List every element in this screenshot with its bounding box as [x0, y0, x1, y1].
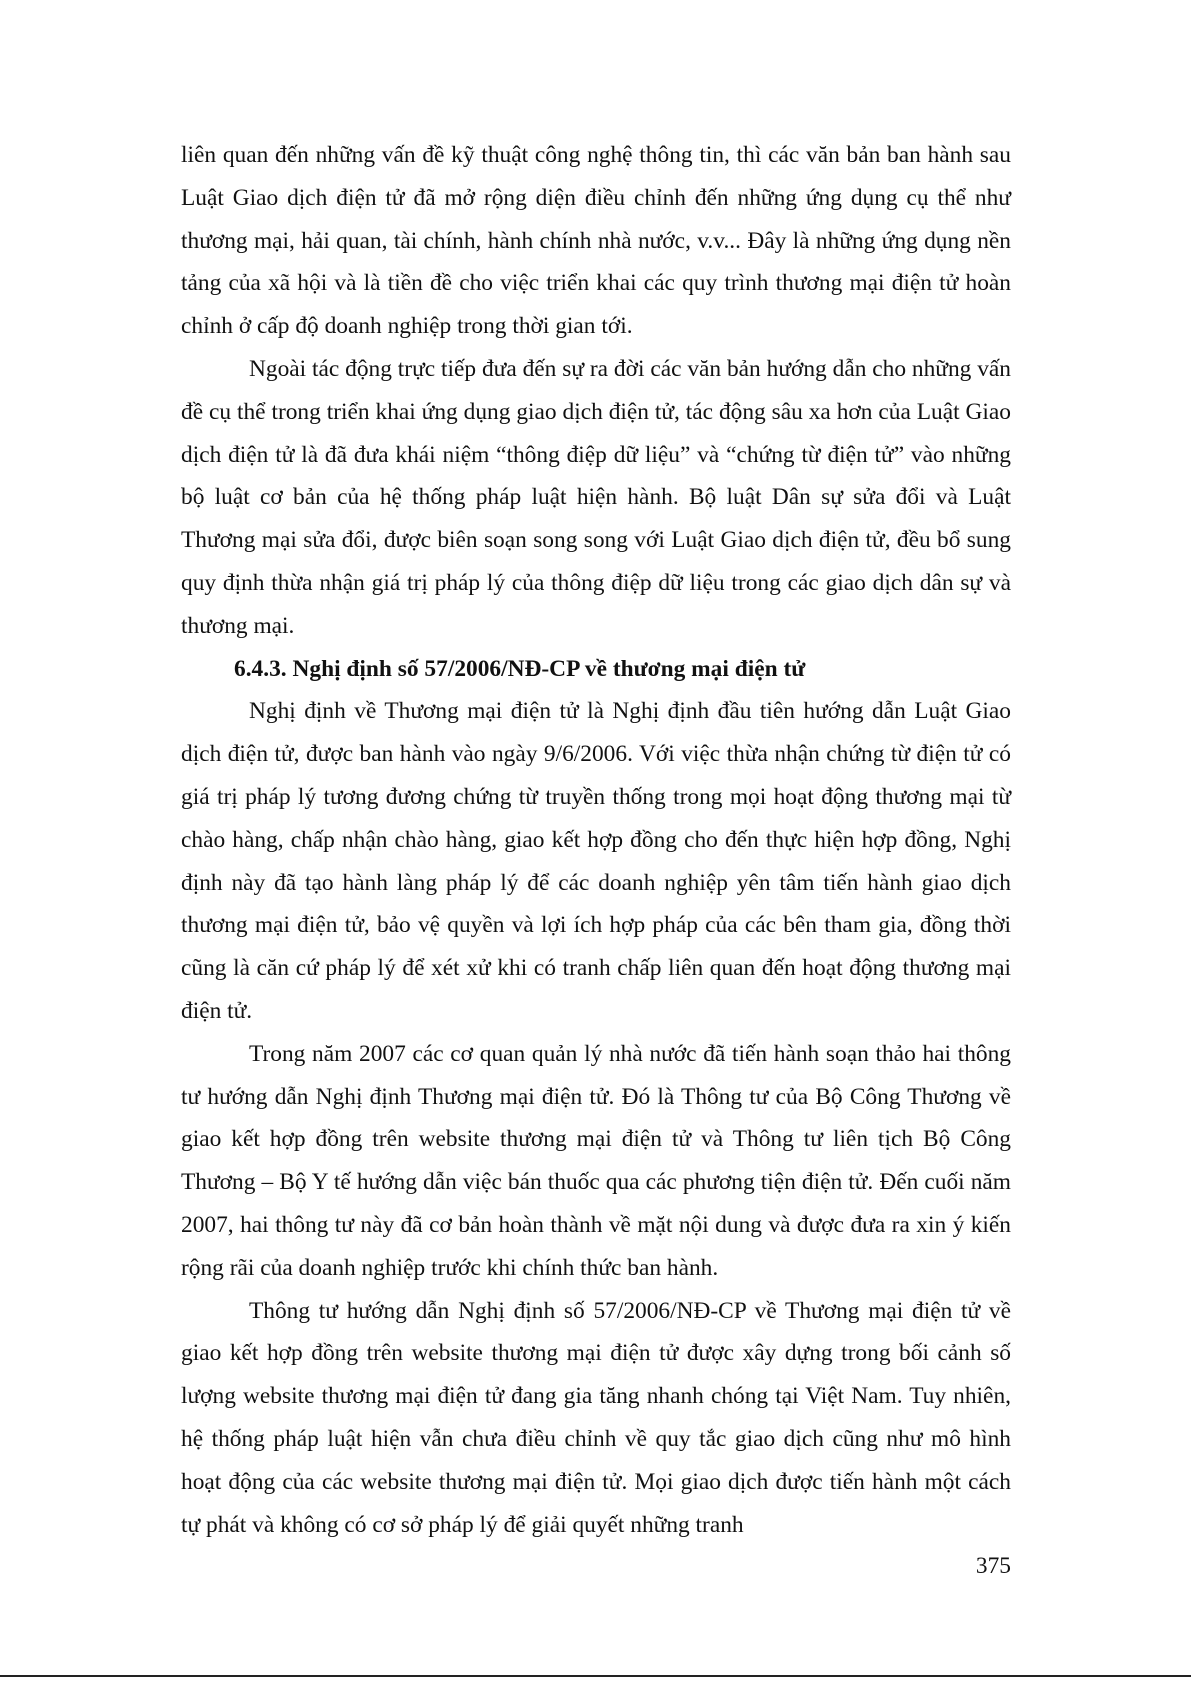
paragraph-circular-guidance: Thông tư hướng dẫn Nghị định số 57/2006/NĐ-CP về Thương mại điện tử về giao kết hợp đồng trên website thương mại điện tử được xây dựng trong bối cảnh số lượng website thương mại điện tử đang gia tăng nhanh chóng tại Việt Nam. Tuy nhiên, hệ thống pháp luật hiện vẫn chưa điều chỉnh về quy tắc giao dịch cũng như mô hình hoạt động của các website thương mại điện tử. Mọi giao dịch được tiến hành một cách tự phát và không có cơ sở pháp lý để giải quyết những tranh [181, 1297, 1011, 1538]
paragraph-legal-impact: Ngoài tác động trực tiếp đưa đến sự ra đời các văn bản hướng dẫn cho những vấn đề cụ thể trong triển khai ứng dụng giao dịch điện tử, tác động sâu xa hơn của Luật Giao dịch điện tử là đã đưa khái niệm “thông điệp dữ liệu” và “chứng từ điện tử” vào những bộ luật cơ bản của hệ thống pháp luật hiện hành. Bộ luật Dân sự sửa đổi và Luật Thương mại sửa đổi, được biên soạn song song với Luật Giao dịch điện tử, đều bổ sung quy định thừa nhận giá trị pháp lý của thông điệp dữ liệu trong các giao dịch dân sự và thương mại. [181, 355, 1011, 639]
document-body [181, 134, 1011, 1546]
section-heading: 6.4.3. Nghị định số 57/2006/NĐ-CP về thương mại điện tử [234, 655, 806, 682]
paragraph-continuation: liên quan đến những vấn đề kỹ thuật công nghệ thông tin, thì các văn bản ban hành sau Luật Giao dịch điện tử đã mở rộng diện điều chỉnh đến những ứng dụng cụ thể như thương mại, hải quan, tài chính, hành chính nhà nước, v.v... Đây là những ứng dụng nền tảng của xã hội và là tiền đề cho việc triển khai các quy trình thương mại điện tử hoàn chỉnh ở cấp độ doanh nghiệp trong thời gian tới. [181, 142, 1011, 340]
page-number: 375 [975, 1553, 1011, 1579]
document-page [181, 0, 1011, 1685]
paragraph-decree-overview: Nghị định về Thương mại điện tử là Nghị định đầu tiên hướng dẫn Luật Giao dịch điện tử, được ban hành vào ngày 9/6/2006. Với việc thừa nhận chứng từ điện tử có giá trị pháp lý tương đương chứng từ truyền thống trong mọi hoạt động thương mại từ chào hàng, chấp nhận chào hàng, giao kết hợp đồng cho đến thực hiện hợp đồng, Nghị định này đã tạo hành làng pháp lý để các doanh nghiệp yên tâm tiến hành giao dịch thương mại điện tử, bảo vệ quyền và lợi ích hợp pháp của các bên tham gia, đồng thời cũng là căn cứ pháp lý để xét xử khi có tranh chấp liên quan đến hoạt động thương mại điện tử. [181, 698, 1011, 1024]
bottom-divider [0, 1675, 1191, 1677]
paragraph-circulars-2007: Trong năm 2007 các cơ quan quản lý nhà nước đã tiến hành soạn thảo hai thông tư hướng dẫn Nghị định Thương mại điện tử. Đó là Thông tư của Bộ Công Thương về giao kết hợp đồng trên website thương mại điện tử và Thông tư liên tịch Bộ Công Thương – Bộ Y tế hướng dẫn việc bán thuốc qua các phương tiện điện tử. Đến cuối năm 2007, hai thông tư này đã cơ bản hoàn thành về mặt nội dung và được đưa ra xin ý kiến rộng rãi của doanh nghiệp trước khi chính thức ban hành. [181, 1040, 1011, 1281]
